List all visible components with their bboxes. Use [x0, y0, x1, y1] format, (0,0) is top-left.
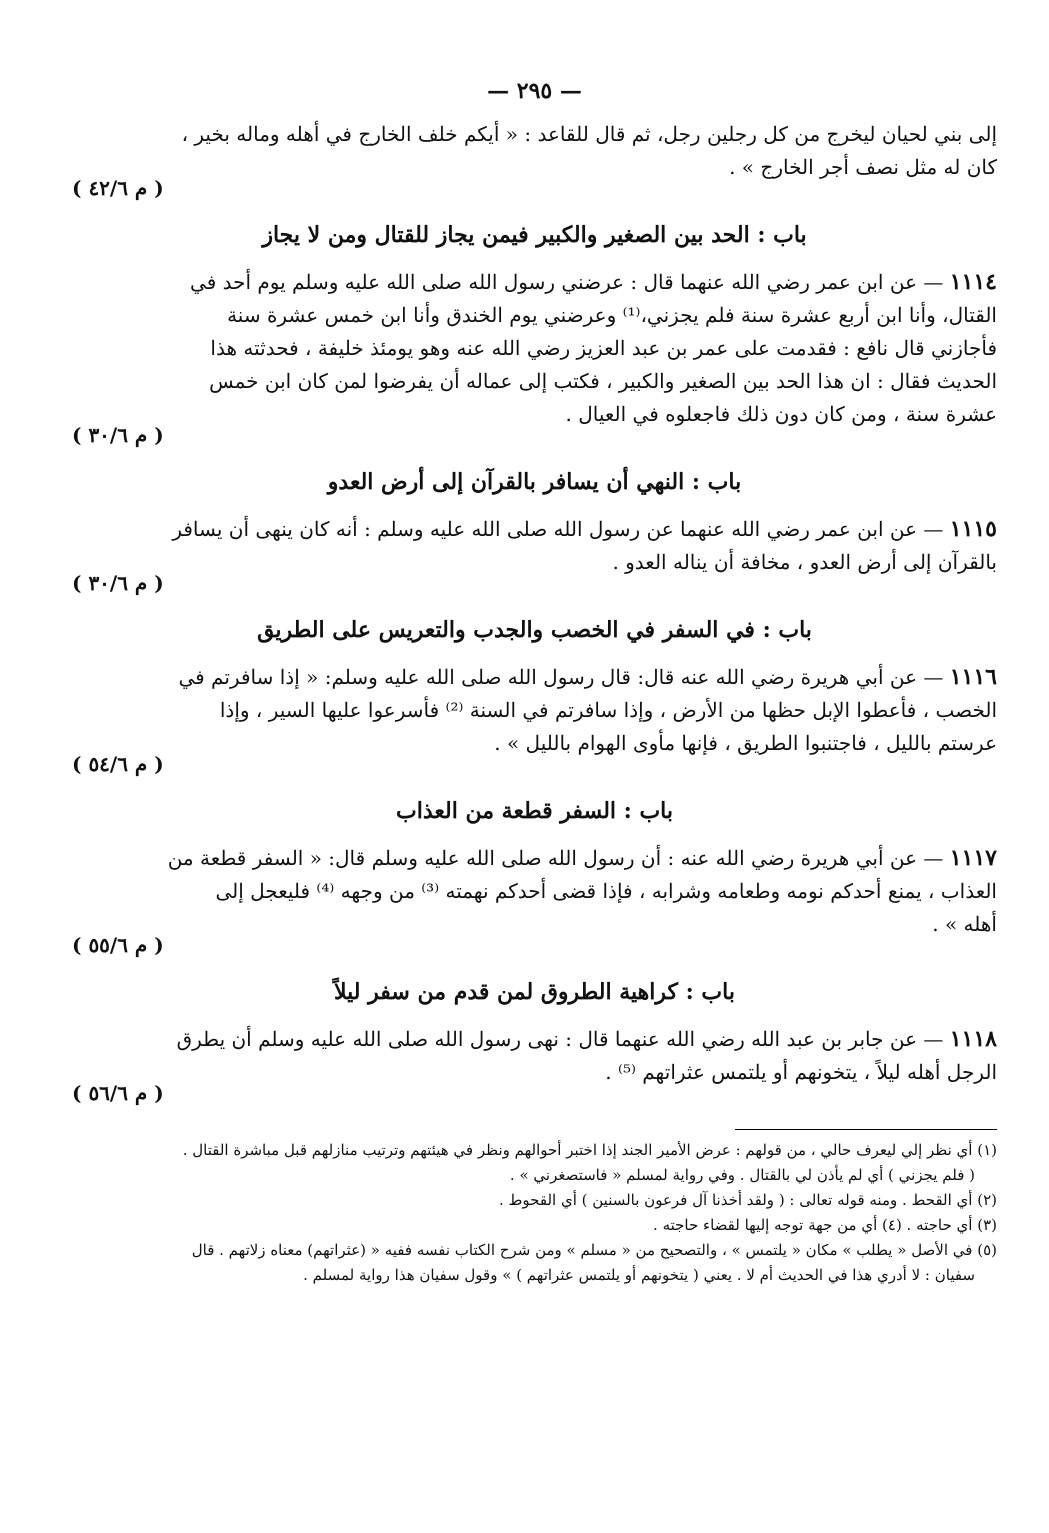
intro-line: كان له مثل نصف أجر الخارج » . — [729, 155, 997, 179]
hadith-number: ١١١٦ — [949, 664, 997, 690]
hadith-line: بالقرآن إلى أرض العدو ، مخافة أن يناله العدو . — [612, 550, 997, 574]
footnote: (٣) أي حاجته . (٤) أي من جهة توجه إليها لقضاء حاجته . — [653, 1216, 997, 1234]
hadith-number: ١١١٤ — [949, 269, 997, 295]
hadith-number: ١١١٥ — [949, 516, 997, 542]
source-reference: ( م ٣٠/٦ ) — [72, 423, 164, 447]
hadith-1117 — [72, 842, 997, 941]
hadith-line: عرستم بالليل ، فاجتنبوا الطريق ، فإنها مأوى الهوام بالليل » . — [494, 731, 997, 755]
footnote: ( فلم يجزني ) أي لم يأذن لي بالقتال . وفي رواية لمسلم « فاستصغرني » . — [509, 1166, 975, 1184]
hadith-1116 — [72, 661, 997, 760]
chapter-title: باب : في السفر في الخصب والجدب والتعريس على الطريق — [257, 617, 812, 643]
hadith-number: ١١١٨ — [949, 1026, 997, 1052]
hadith-line: ١١١٨ — عن جابر بن عبد الله رضي الله عنهما قال : نهى رسول الله صلى الله عليه وسلم أن يطرق — [176, 1026, 997, 1052]
intro-line: إلى بني لحيان ليخرج من كل رجلين رجل، ثم قال للقاعد : « أيكم خلف الخارج في أهله وماله بخير ، — [181, 122, 997, 146]
hadith-number: ١١١٧ — [949, 845, 997, 871]
hadith-line: أهله » . — [932, 912, 997, 936]
footnote: سفيان : لا أدري هذا في الحديث أم لا . يعني ( يتخونهم أو يلتمس عثراتهم ) » وقول سفيان هذا رواية لمسلم . — [303, 1266, 975, 1284]
source-reference: ( م ٥٤/٦ ) — [72, 752, 164, 776]
hadith-line: ١١١٤ — عن ابن عمر رضي الله عنهما قال : عرضني رسول الله صلى الله عليه وسلم يوم أحد في — [190, 269, 997, 295]
hadith-line: الخصب ، فأعطوا الإبل حظها من الأرض ، وإذا سافرتم في السنة ⁽²⁾ فأسرعوا عليها السير ، وإذا — [219, 698, 997, 722]
hadith-line: ١١١٥ — عن ابن عمر رضي الله عنهما عن رسول الله صلى الله عليه وسلم : أنه كان ينهى أن يسافر — [172, 516, 997, 542]
footnotes — [72, 1138, 997, 1288]
source-reference: ( م ٣٠/٦ ) — [72, 571, 164, 595]
hadith-line: الحديث فقال : ان هذا الحد بين الصغير والكبير ، فكتب إلى عماله أن يفرضوا لمن كان ابن خمس — [209, 369, 997, 393]
intro-paragraph — [72, 118, 997, 184]
hadith-line: عشرة سنة ، ومن كان دون ذلك فاجعلوه في العيال . — [565, 402, 997, 426]
chapter-title: باب : النهي أن يسافر بالقرآن إلى أرض العدو — [327, 469, 742, 495]
hadith-1114 — [72, 266, 997, 431]
footnote: (٢) أي القحط . ومنه قوله تعالى : ( ولقد أخذنا آل فرعون بالسنين ) أي القحوط . — [499, 1191, 997, 1209]
source-reference: ( م ٥٦/٦ ) — [72, 1081, 164, 1105]
footnote: (٥) في الأصل « يطلب » مكان « يلتمس » ، والتصحيح من « مسلم » ومن شرح الكتاب نفسه ففيه « (عثراتهم) معناه زلاتهم . قال — [191, 1241, 997, 1259]
page-number: — ٢٩٥ — — [487, 78, 582, 104]
footnote-separator — [735, 1129, 997, 1130]
hadith-1118 — [72, 1023, 997, 1089]
hadith-line: الرجل أهله ليلاً ، يتخونهم أو يلتمس عثراتهم ⁽⁵⁾ . — [605, 1060, 997, 1084]
source-reference: ( م ٥٥/٦ ) — [72, 933, 164, 957]
footnote: (١) أي نظر إلي ليعرف حالي ، من قولهم : عرض الأمير الجند إذا اختبر أحوالهم ونظر في هيئتهم وترتيب منازلهم قبل مباشرة القتال . — [182, 1141, 997, 1159]
chapter-title: باب : الحد بين الصغير والكبير فيمن يجاز للقتال ومن لا يجاز — [262, 222, 807, 248]
chapter-title: باب : السفر قطعة من العذاب — [396, 798, 673, 824]
hadith-line: القتال، وأنا ابن أربع عشرة سنة فلم يجزني،⁽¹⁾ وعرضني يوم الخندق وأنا ابن خمس عشرة سنة — [227, 303, 997, 327]
document-page — [72, 78, 997, 1288]
hadith-1115 — [72, 513, 997, 579]
hadith-line: ١١١٦ — عن أبي هريرة رضي الله عنه قال: قال رسول الله صلى الله عليه وسلم: « إذا سافرتم في — [178, 664, 997, 690]
chapter-title: باب : كراهية الطروق لمن قدم من سفر ليلاً — [334, 979, 735, 1005]
source-reference: ( م ٤٢/٦ ) — [72, 176, 164, 200]
hadith-line: ١١١٧ — عن أبي هريرة رضي الله عنه : أن رسول الله صلى الله عليه وسلم قال: « السفر قطعة من — [167, 845, 997, 871]
hadith-line: فأجازني قال نافع : فقدمت على عمر بن عبد العزيز رضي الله عنه وهو يومئذ خليفة ، فحدثته هذا — [210, 336, 997, 360]
hadith-line: العذاب ، يمنع أحدكم نومه وطعامه وشرابه ، فإذا قضى أحدكم نهمته ⁽³⁾ من وجهه ⁽⁴⁾ فليعجل إلى — [215, 879, 997, 903]
